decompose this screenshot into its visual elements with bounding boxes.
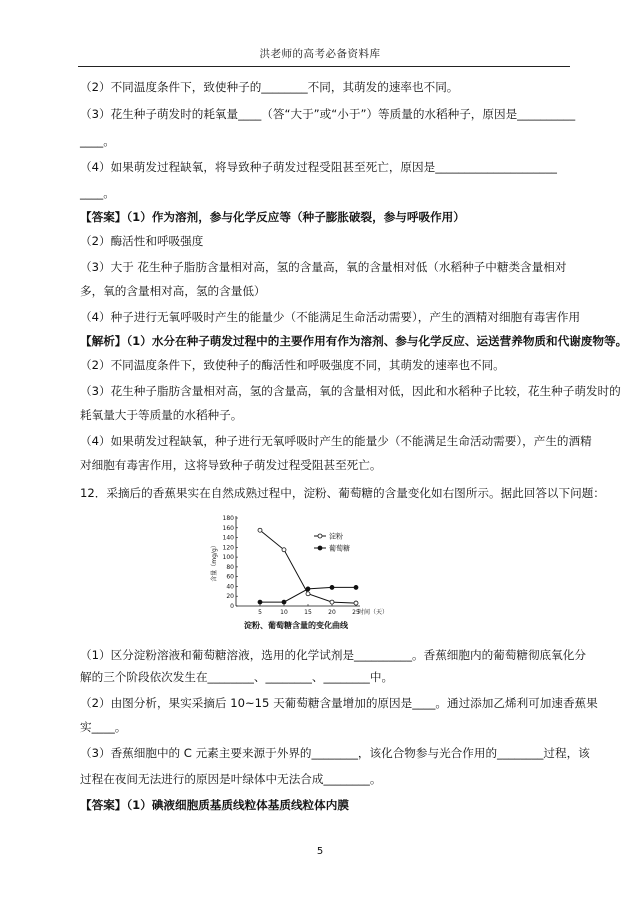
data-point-starch [330, 600, 334, 604]
text-line: （3）香蕉细胞中的 C 元素主要来源于外界的________，该化合物参与光合作用的________过程，该 [80, 746, 590, 760]
text-line: （4）种子进行无氧呼吸时产生的能量少（不能满足生命活动需要），产生的酒精对细胞有毒害作用 [80, 310, 581, 324]
x-tick-label: 25 [352, 609, 360, 616]
data-point-glucose [330, 585, 334, 589]
y-tick-label: 40 [226, 583, 234, 591]
data-point-starch [258, 528, 262, 532]
y-axis-label: 含量（mg/g） [211, 542, 218, 582]
text-line: （2）由图分析，果实采摘后 10~15 天葡萄糖含量增加的原因是____。通过添加乙烯利可加速香蕉果 [80, 696, 598, 710]
y-tick-label: 120 [222, 544, 234, 552]
legend-label: 淀粉 [329, 532, 343, 541]
x-tick-label: 10 [280, 609, 288, 616]
text-line: （3）花生种子萌发时的耗氧量____（答“大于”或“小于”）等质量的水稻种子，原因是__________ [80, 107, 576, 121]
page-header-title: 洪老师的高考必备资料库 [259, 48, 381, 60]
page-number: 5 [316, 846, 324, 857]
text-line: （3）大于 花生种子脂肪含量相对高，氢的含量高，氧的含量相对低（水稻种子中糖类含量相对 [80, 260, 567, 274]
data-point-glucose [306, 587, 310, 591]
x-axis-label: 时间（天） [358, 609, 389, 616]
chart-svg [196, 512, 389, 634]
y-tick-label: 100 [222, 554, 234, 562]
text-line: ____。 [80, 186, 115, 200]
text-line: （2）不同温度条件下，致使种子的酶活性和呼吸强度不同，其萌发的速率也不同。 [80, 358, 505, 372]
text-line: （3）花生种子脂肪含量相对高，氢的含量高，氧的含量相对低，因此和水稻种子比较，花生种子萌发时的 [80, 384, 621, 398]
legend-marker [318, 546, 322, 550]
legend-label: 葡萄糖 [329, 544, 350, 553]
y-tick-label: 180 [222, 515, 234, 522]
text-line: （2）不同温度条件下，致使种子的________不同，其萌发的速率也不同。 [80, 80, 459, 94]
answer-line: 【答案】（1）作为溶剂，参与化学反应等（种子膨胀破裂，参与呼吸作用） [80, 210, 465, 224]
y-tick-label: 160 [222, 524, 234, 532]
question-12-stem: 12．采摘后的香蕉果实在自然成熟过程中，淀粉、葡萄糖的含量变化如右图所示。据此回答以下问题： [80, 486, 605, 500]
text-line: （1）区分淀粉溶液和葡萄糖溶液，选用的化学试剂是__________。香蕉细胞内的葡萄糖彻底氧化分 [80, 648, 586, 662]
text-line: （4）如果萌发过程缺氧，将导致种子萌发过程受阻甚至死亡，原因是_____________________ [80, 160, 557, 174]
analysis-line: 【解析】（1）水分在种子萌发过程中的主要作用有作为溶剂、参与化学反应、运送营养物质和代谢废物等。 [80, 334, 628, 348]
data-point-starch [354, 601, 358, 605]
text-line: 多，氧的含量相对高，氢的含量低） [80, 284, 266, 298]
data-point-glucose [258, 600, 262, 604]
y-tick-label: 140 [222, 534, 234, 542]
header-rule [78, 66, 570, 67]
starch-glucose-chart [196, 512, 389, 634]
text-line: （2）酶活性和呼吸强度 [80, 234, 204, 248]
text-line: 解的三个阶段依次发生在________、________、________中。 [80, 670, 394, 684]
y-tick-label: 0 [230, 603, 234, 610]
text-line: 耗氧量大于等质量的水稻种子。 [80, 408, 243, 422]
legend-marker [318, 534, 322, 538]
chart-title: 淀粉、葡萄糖含量的变化曲线 [244, 621, 348, 630]
data-point-glucose [282, 600, 286, 604]
data-point-glucose [354, 585, 358, 589]
text-line: ____。 [80, 134, 115, 148]
data-point-starch [282, 548, 286, 552]
x-tick-label: 20 [328, 609, 336, 616]
x-tick-label: 5 [258, 609, 262, 616]
x-tick-label: 15 [304, 609, 312, 616]
text-line: 实____。 [80, 720, 127, 734]
answer-line: 【答案】（1）碘液细胞质基质线粒体基质线粒体内膜 [80, 798, 349, 812]
data-point-starch [306, 592, 310, 596]
y-tick-label: 80 [226, 563, 234, 571]
y-tick-label: 60 [226, 573, 234, 581]
text-line: 过程在夜间无法进行的原因是叶绿体中无法合成________。 [80, 772, 382, 786]
y-tick-label: 20 [226, 593, 234, 601]
text-line: （4）如果萌发过程缺氧，种子进行无氧呼吸时产生的能量少（不能满足生命活动需要），产生的酒精 [80, 434, 592, 448]
text-line: 对细胞有毒害作用，这将导致种子萌发过程受阻甚至死亡。 [80, 458, 382, 472]
